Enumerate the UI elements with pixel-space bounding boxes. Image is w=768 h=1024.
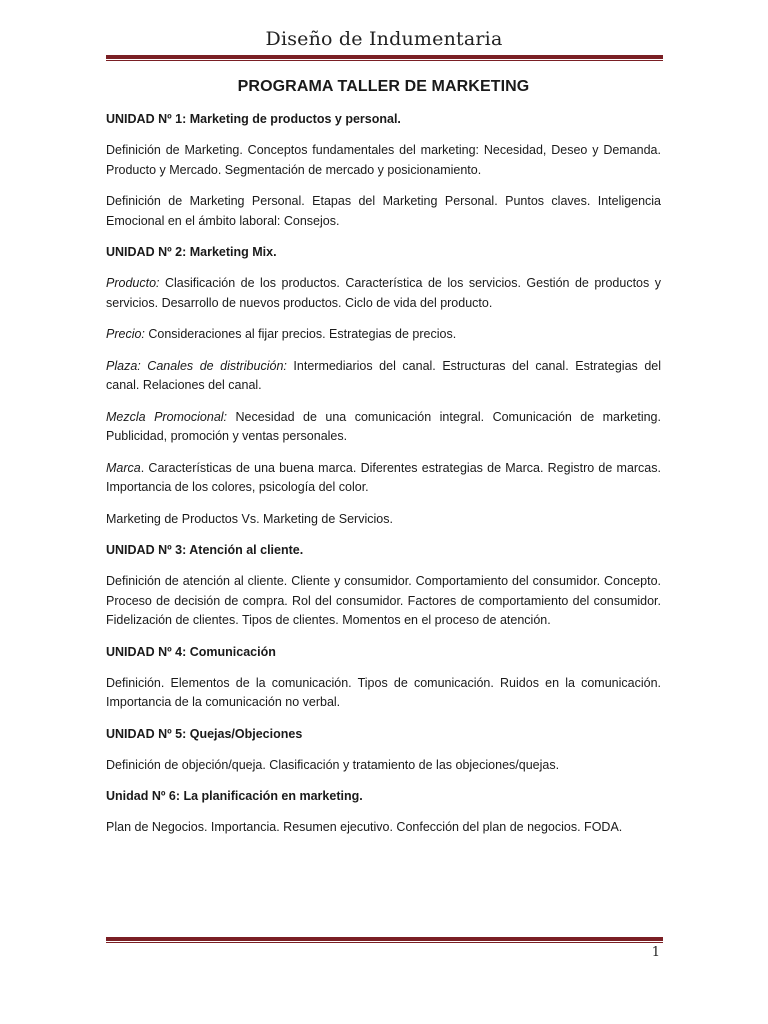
paragraph-text: . Características de una buena marca. Diferentes estrategias de Marca. Registro de marcas. Importancia de los colores, psicología del color. bbox=[106, 460, 661, 494]
page-header: Diseño de Indumentaria bbox=[265, 28, 503, 50]
unit-heading-5: UNIDAD Nº 5: Quejas/Objeciones bbox=[106, 726, 303, 741]
paragraph-text: Definición. Elementos de la comunicación. Tipos de comunicación. Ruidos en la comunicación. Importancia de la comunicación no verbal. bbox=[106, 675, 661, 709]
unit-1-paragraph-1 bbox=[106, 141, 661, 180]
paragraph-text: Definición de Marketing. Conceptos fundamentales del marketing: Necesidad, Deseo y Demanda. Producto y Mercado. Segmentación de mercado y posicionamiento. bbox=[106, 143, 661, 177]
paragraph-lead: Producto: bbox=[106, 276, 160, 290]
unit-2-paragraph-marca bbox=[106, 459, 661, 498]
paragraph-lead: Plaza: Canales de distribución: bbox=[106, 358, 287, 373]
unit-heading-1: UNIDAD Nº 1: Marketing de productos y personal. bbox=[106, 112, 401, 126]
footer-rule-thick bbox=[106, 937, 663, 941]
paragraph-text: Consideraciones al fijar precios. Estrategias de precios. bbox=[144, 327, 457, 341]
paragraph-lead: Precio: bbox=[106, 327, 145, 341]
paragraph-text: Definición de Marketing Personal. Etapas del Marketing Personal. Puntos claves. Inteligencia Emocional en el ámbito laboral: Consejos. bbox=[106, 194, 661, 228]
paragraph-lead: Mezcla Promocional: bbox=[106, 409, 228, 424]
document-title: PROGRAMA TALLER DE MARKETING bbox=[237, 78, 530, 95]
paragraph-text: Necesidad de una comunicación integral. Comunicación de marketing. Publicidad, promoción y ventas personales. bbox=[106, 409, 661, 443]
unit-heading-2: UNIDAD Nº 2: Marketing Mix. bbox=[106, 245, 277, 259]
paragraph-text: Definición de objeción/queja. Clasificación y tratamiento de las objeciones/quejas. bbox=[106, 757, 560, 772]
unit-2-paragraph-servicios bbox=[106, 510, 661, 530]
paragraph-text: Clasificación de los productos. Característica de los servicios. Gestión de productos y servicios. Desarrollo de nuevos productos. Ciclo de vida del producto. bbox=[106, 276, 661, 310]
unit-2-paragraph-producto bbox=[106, 274, 661, 313]
unit-4-paragraph-1 bbox=[106, 674, 661, 713]
unit-5-paragraph-1 bbox=[106, 756, 661, 776]
paragraph-lead: Marca bbox=[106, 460, 141, 475]
unit-heading-4: UNIDAD Nº 4: Comunicación bbox=[106, 644, 276, 659]
paragraph-text: Definición de atención al cliente. Cliente y consumidor. Comportamiento del consumidor. Concepto. Proceso de decisión de compra. Rol del consumidor. Factores de comportamiento del consumidor. Fidelización de clientes. Tipos de clientes. Momentos en el proceso de atención. bbox=[106, 574, 661, 627]
paragraph-text: Intermediarios del canal. Estructuras del canal. Estrategias del canal. Relaciones del canal. bbox=[106, 358, 662, 392]
page-number: 1 bbox=[651, 945, 660, 960]
document-body bbox=[106, 78, 661, 850]
unit-2-paragraph-plaza bbox=[106, 357, 661, 396]
unit-6-paragraph-1 bbox=[106, 818, 661, 838]
unit-3-paragraph-1 bbox=[106, 572, 661, 631]
unit-2-paragraph-precio bbox=[106, 325, 661, 345]
unit-heading-6: Unidad Nº 6: La planificación en marketing. bbox=[106, 789, 363, 803]
header-rule-thin bbox=[106, 60, 663, 61]
unit-1-paragraph-2 bbox=[106, 192, 661, 231]
footer-rule-thin bbox=[106, 942, 663, 943]
paragraph-text: Plan de Negocios. Importancia. Resumen ejecutivo. Confección del plan de negocios. FODA. bbox=[106, 820, 623, 834]
header-rule-thick bbox=[106, 55, 663, 59]
paragraph-text: Marketing de Productos Vs. Marketing de Servicios. bbox=[106, 511, 393, 526]
unit-2-paragraph-promocion bbox=[106, 408, 661, 447]
unit-heading-3: UNIDAD Nº 3: Atención al cliente. bbox=[106, 543, 304, 557]
